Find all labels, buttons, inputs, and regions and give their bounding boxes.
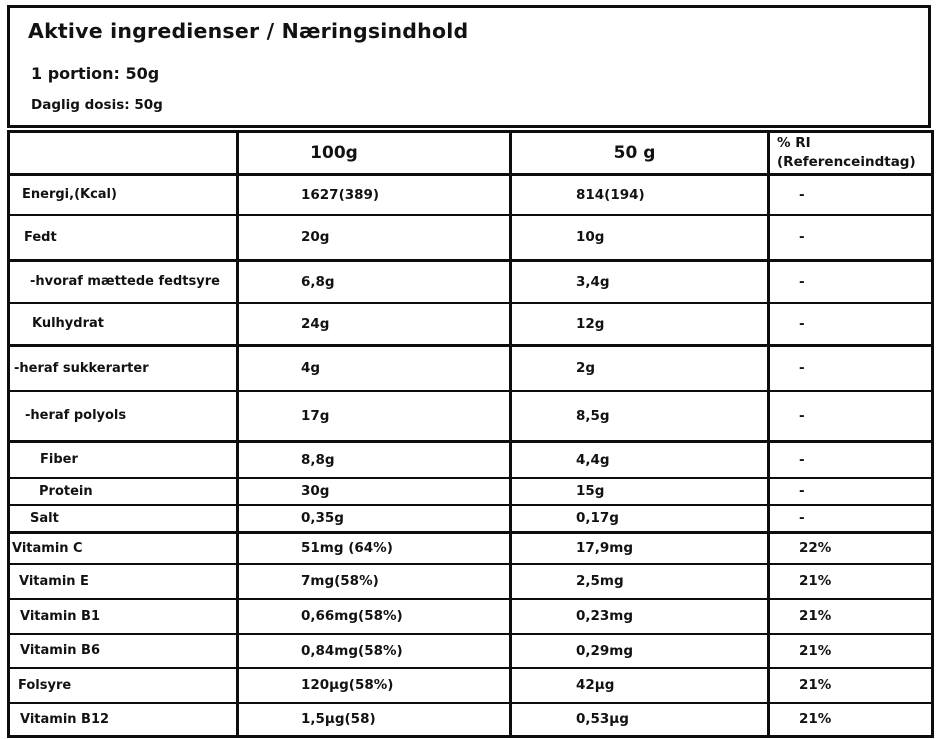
- value-100g: 4g: [238, 346, 511, 391]
- value-ri: 21%: [769, 634, 933, 668]
- value-ri: -: [769, 505, 933, 533]
- nutrient-label: Folsyre: [9, 668, 238, 703]
- value-100g: 20g: [238, 215, 511, 261]
- page-title: Aktive ingredienser / Næringsindhold: [28, 19, 469, 43]
- value-50g: 4,4g: [511, 442, 769, 478]
- value-100g: 17g: [238, 391, 511, 442]
- value-100g: 0,35g: [238, 505, 511, 533]
- value-ri: -: [769, 346, 933, 391]
- row-vitamin-c: [9, 533, 933, 564]
- portion-size: 1 portion: 50g: [31, 64, 160, 83]
- nutrient-label: Vitamin B1: [9, 599, 238, 634]
- nutrient-label: Energi,(Kcal): [9, 175, 238, 215]
- value-100g: 1627(389): [238, 175, 511, 215]
- value-ri: 22%: [769, 533, 933, 564]
- header-ri-line1: % RI: [777, 135, 811, 152]
- value-ri: -: [769, 303, 933, 346]
- header-100g: 100g: [238, 132, 511, 175]
- value-50g: 10g: [511, 215, 769, 261]
- value-50g: 42µg: [511, 668, 769, 703]
- value-100g: 120µg(58%): [238, 668, 511, 703]
- value-ri: 21%: [769, 599, 933, 634]
- nutrient-label: -heraf polyols: [9, 391, 238, 442]
- nutrient-label: Salt: [9, 505, 238, 533]
- row-fedt: [9, 215, 933, 261]
- header-50g: 50 g: [511, 132, 769, 175]
- header-ri: [769, 132, 933, 175]
- info-panel: [7, 5, 931, 128]
- value-50g: 3,4g: [511, 261, 769, 303]
- nutrient-label: Fedt: [9, 215, 238, 261]
- value-50g: 0,53µg: [511, 703, 769, 737]
- header-ri-line2: (Referenceindtag): [777, 154, 916, 170]
- nutrient-label: Kulhydrat: [9, 303, 238, 346]
- value-50g: 12g: [511, 303, 769, 346]
- header-empty-cell: [9, 132, 238, 175]
- row-vitamin-e: [9, 564, 933, 599]
- nutrient-label: Vitamin B6: [9, 634, 238, 668]
- row-vitamin-b6: [9, 634, 933, 668]
- value-ri: -: [769, 442, 933, 478]
- value-50g: 15g: [511, 478, 769, 505]
- nutrient-label: -hvoraf mættede fedtsyre: [9, 261, 238, 303]
- nutrient-label: Vitamin E: [9, 564, 238, 599]
- daily-dose: Daglig dosis: 50g: [31, 97, 163, 113]
- nutrient-label: Fiber: [9, 442, 238, 478]
- row-kulhydrat: [9, 303, 933, 346]
- value-100g: 30g: [238, 478, 511, 505]
- value-ri: -: [769, 261, 933, 303]
- row-polyols: [9, 391, 933, 442]
- value-100g: 6,8g: [238, 261, 511, 303]
- value-50g: 0,29mg: [511, 634, 769, 668]
- value-ri: -: [769, 391, 933, 442]
- value-100g: 24g: [238, 303, 511, 346]
- row-vitamin-b12: [9, 703, 933, 737]
- value-100g: 51mg (64%): [238, 533, 511, 564]
- value-50g: 17,9mg: [511, 533, 769, 564]
- value-50g: 2g: [511, 346, 769, 391]
- row-energi-kcal: [9, 175, 933, 215]
- row-maettede-fedtsyre: [9, 261, 933, 303]
- value-100g: 7mg(58%): [238, 564, 511, 599]
- value-100g: 8,8g: [238, 442, 511, 478]
- value-50g: 0,23mg: [511, 599, 769, 634]
- value-100g: 0,84mg(58%): [238, 634, 511, 668]
- value-ri: 21%: [769, 703, 933, 737]
- nutrient-label: Vitamin B12: [9, 703, 238, 737]
- value-ri: 21%: [769, 668, 933, 703]
- row-vitamin-b1: [9, 599, 933, 634]
- value-ri: -: [769, 478, 933, 505]
- nutrient-label: Protein: [9, 478, 238, 505]
- value-ri: -: [769, 175, 933, 215]
- value-ri: 21%: [769, 564, 933, 599]
- value-50g: 8,5g: [511, 391, 769, 442]
- nutrition-table: [7, 130, 934, 738]
- table-header-row: [9, 132, 933, 175]
- nutrient-label: -heraf sukkerarter: [9, 346, 238, 391]
- row-protein: [9, 478, 933, 505]
- value-ri: -: [769, 215, 933, 261]
- row-sukkerarter: [9, 346, 933, 391]
- value-50g: 0,17g: [511, 505, 769, 533]
- value-50g: 814(194): [511, 175, 769, 215]
- row-fiber: [9, 442, 933, 478]
- row-salt: [9, 505, 933, 533]
- value-100g: 0,66mg(58%): [238, 599, 511, 634]
- value-50g: 2,5mg: [511, 564, 769, 599]
- row-folsyre: [9, 668, 933, 703]
- nutrient-label: Vitamin C: [9, 533, 238, 564]
- value-100g: 1,5µg(58): [238, 703, 511, 737]
